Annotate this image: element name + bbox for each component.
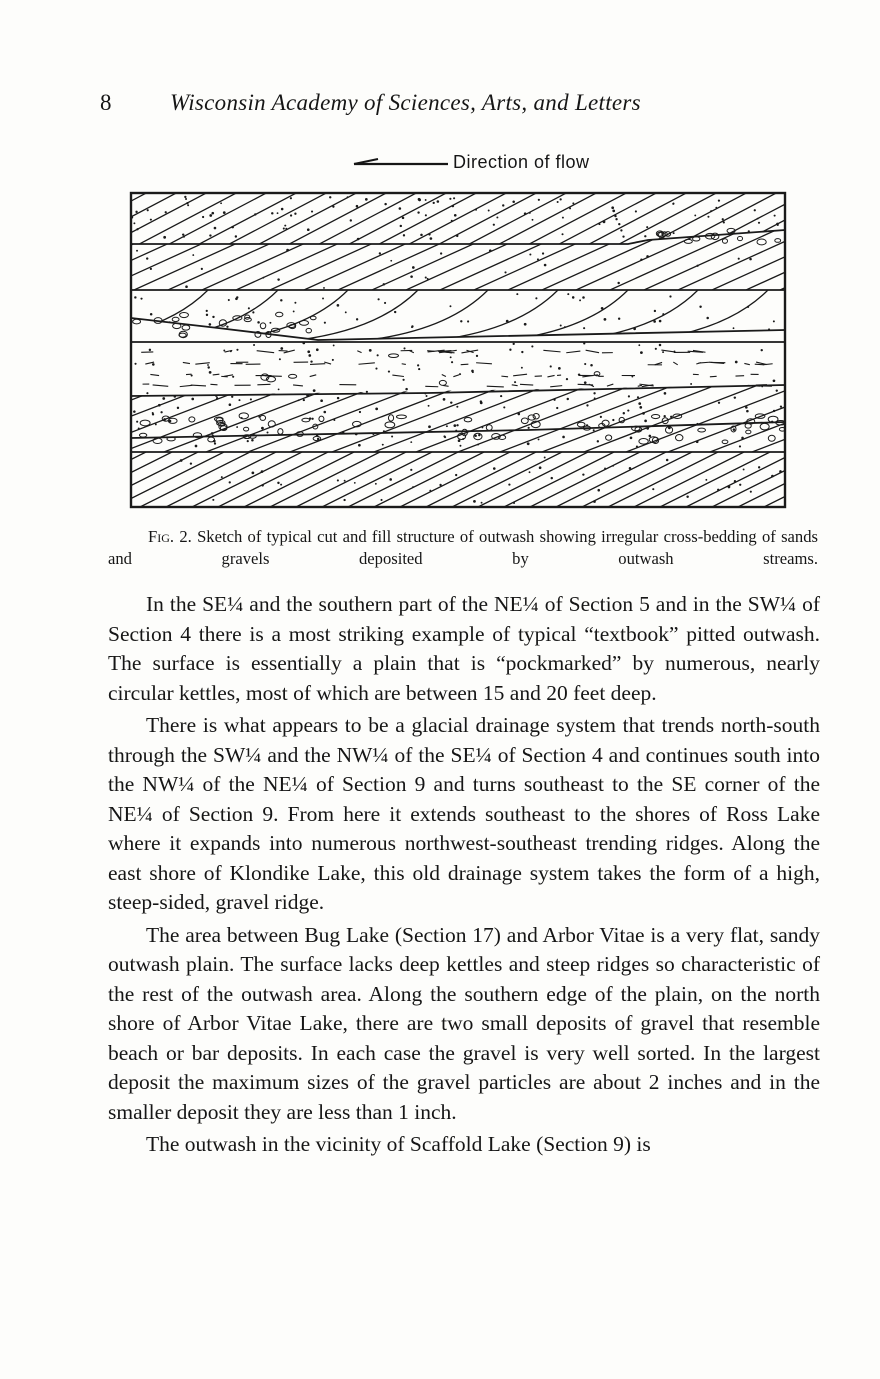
flow-label: Direction of flow [453, 152, 590, 172]
hatch-c2 [128, 230, 788, 290]
paragraph-3: The area between Bug Lake (Section 17) and Arbor Vitae is a very flat, sandy outwash plain. The surface lacks deep kettles and steep ridges so characteristic of the rest of the outwash area. Along the southern edge of the plain, on the north shore of Arbor Vitae Lake, there are two small deposits of gravel that resemble beach or bar deposits. In each case the gravel is very well sorted. In the largest deposit the maximum sizes of the gravel particles are about 2 inches and in the smaller deposit they are less than 1 inch. [108, 922, 820, 1124]
caption-label: Fig. 2. [148, 527, 192, 546]
figure-caption [108, 526, 818, 570]
flow-arrow-icon [352, 153, 450, 173]
body-text [108, 590, 820, 1163]
bedding-surfaces [131, 230, 785, 452]
gravel-lens-left [133, 312, 316, 337]
journal-title: Wisconsin Academy of Sciences, Arts, and Letters [170, 90, 641, 115]
paragraph-2: There is what appears to be a glacial drainage system that trends north-south through the SW¼ and the NW¼ of the SE¼ of Section 4 and continues south into the NW¼ of the NE¼ of Section 9 and turns southeast to the SE corner of the NE¼ of Section 9. From here it extends southeast to the shores of Ross Lake where it expands into numerous northwest-southeast trending ridges. Along the east shore of Klondike Lake, this old drainage system takes the form of a high, steep-sided, gravel ridge. [108, 713, 820, 914]
hatch-c1 [128, 190, 788, 250]
cross-bedding-sketch [128, 190, 788, 510]
hatch-c6 [128, 452, 788, 507]
paragraph-4: The outwash in the vicinity of Scaffold Lake (Section 9) is [146, 1132, 651, 1156]
paragraph-1: In the SE¼ and the southern part of the NE¼ of Section 5 and in the SW¼ of Section 4 there is a most striking example of typical “textbook” pitted outwash. The surface is essentially a plain that is “pockmarked” by numerous, nearly circular kettles, most of which are between 15 and 20 feet deep. [108, 592, 820, 705]
page-header [100, 90, 760, 116]
caption-text: Sketch of typical cut and fill structure of outwash showing irregular cross-bedding of sands and gravels deposited by outwash streams. [108, 527, 818, 568]
cross-section-figure [128, 190, 788, 510]
flow-direction-legend [352, 150, 672, 178]
page-number: 8 [100, 90, 112, 115]
